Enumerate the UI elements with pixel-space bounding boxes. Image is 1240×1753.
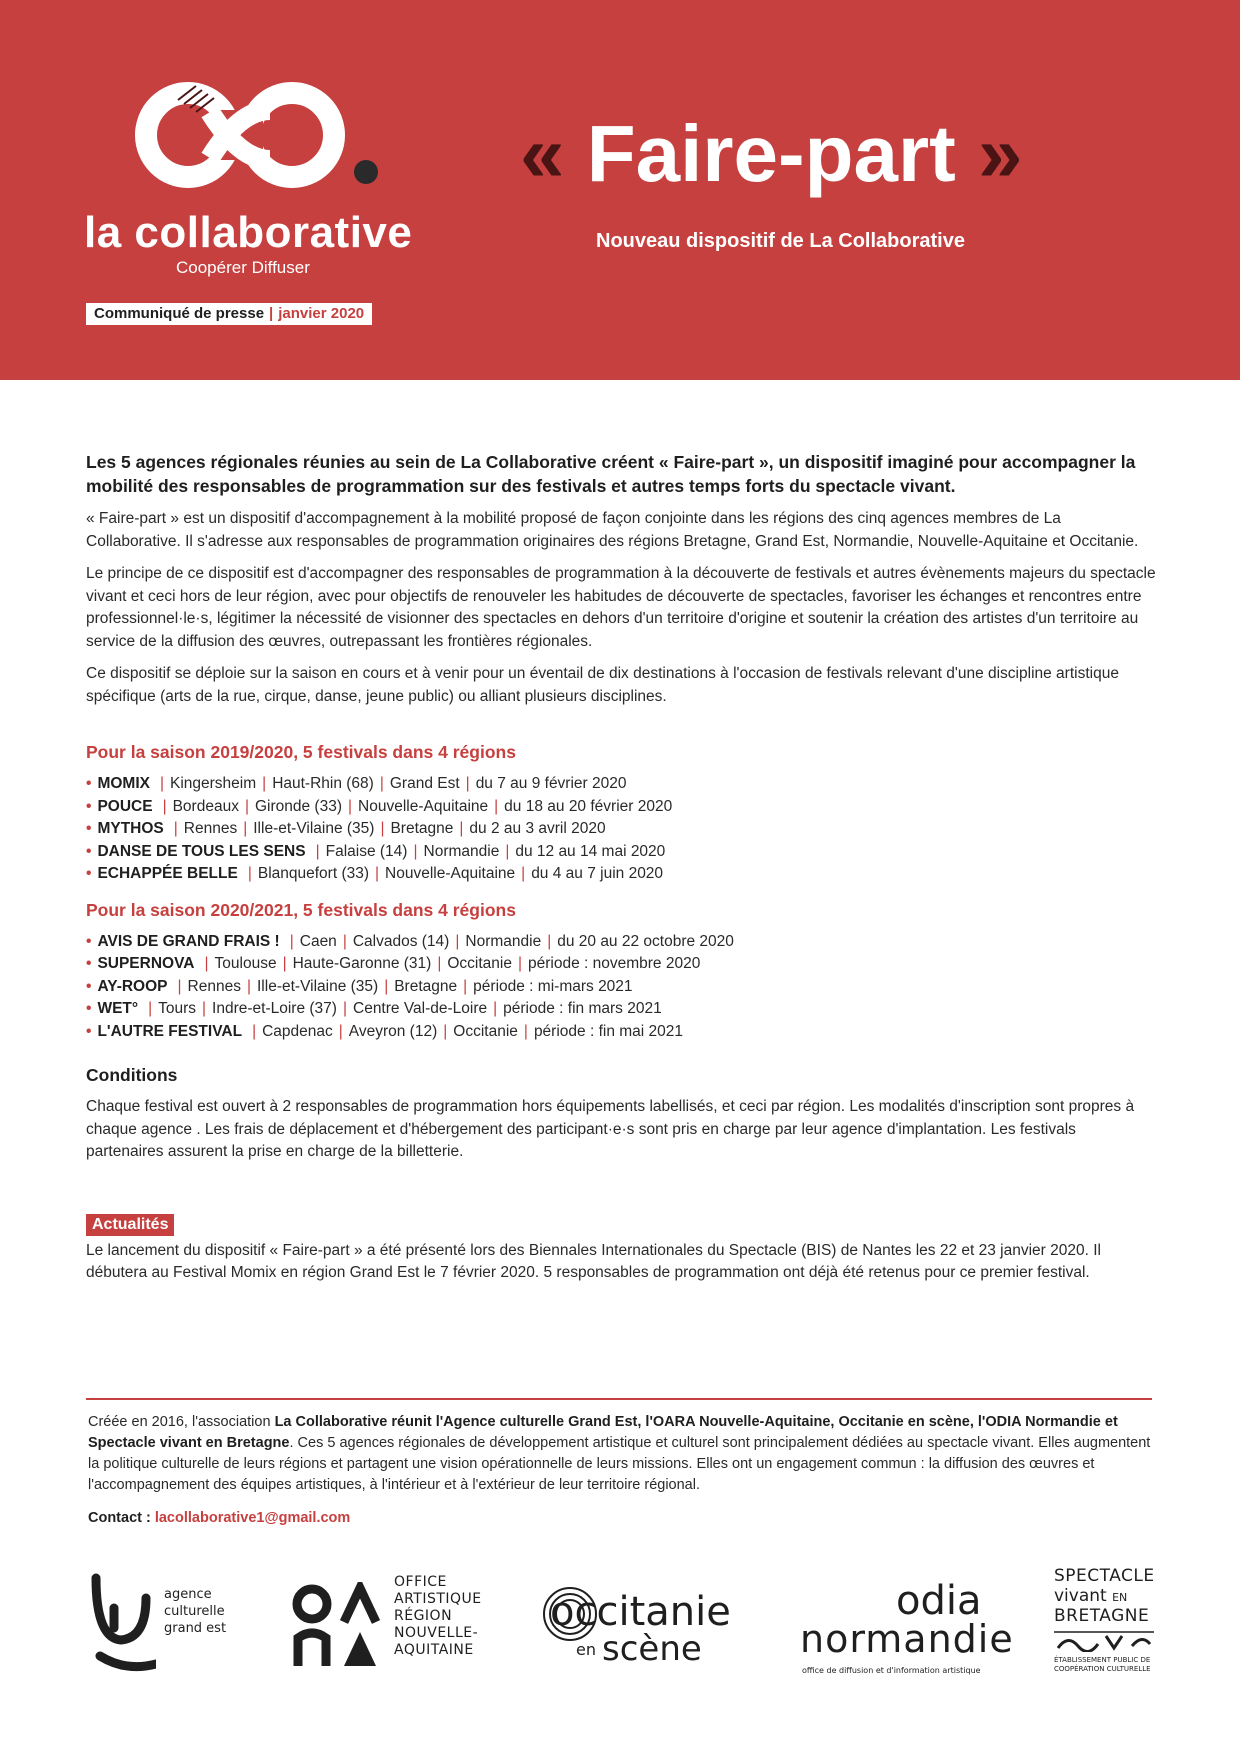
separator: |	[244, 797, 249, 815]
separator: |	[162, 797, 167, 815]
page-subtitle: Nouveau dispositif de La Collaborative	[596, 230, 965, 252]
odia-caption: office de diffusion et d'information artistique	[802, 1666, 981, 1675]
festival-name: AY-ROOP	[97, 977, 168, 995]
separator: |	[289, 932, 294, 950]
festival-detail: Rennes	[183, 820, 238, 837]
svb-wave-icon	[1054, 1630, 1154, 1652]
separator: |	[505, 842, 510, 860]
bullet-icon: •	[86, 797, 92, 815]
festival-detail: Bretagne	[390, 820, 454, 837]
headline-text: Faire-part	[586, 109, 956, 198]
festival-detail: Haut-Rhin (68)	[272, 775, 374, 792]
footer-text	[88, 1412, 1158, 1496]
separator: |	[494, 797, 499, 815]
festival-detail: Kingersheim	[170, 775, 257, 792]
agence-culturelle-grand-est-logo	[86, 1560, 246, 1690]
odia-normandie-logo	[800, 1560, 1014, 1690]
svb-line	[1054, 1586, 1127, 1608]
page-title	[520, 108, 1022, 200]
festival-detail: Rennes	[187, 977, 241, 995]
brand-tagline: Coopérer Diffuser	[176, 258, 310, 277]
agence-line: agence	[164, 1587, 212, 1602]
press-label: Communiqué de presse	[94, 305, 265, 322]
festival-item	[86, 796, 1156, 819]
headline-open-quote: «	[520, 109, 565, 198]
festival-detail: Occitanie	[453, 1022, 518, 1040]
bullet-icon: •	[86, 1022, 92, 1040]
festival-detail: période : novembre 2020	[528, 955, 701, 972]
separator: |	[463, 977, 468, 995]
festival-detail: Ille-et-Vilaine (35)	[253, 820, 375, 837]
conditions-title: Conditions	[86, 1065, 178, 1085]
bullet-icon: •	[86, 955, 92, 972]
separator: |	[413, 842, 418, 860]
contact-line	[88, 1508, 1158, 1529]
separator: |	[342, 1000, 347, 1017]
festival-item	[86, 953, 1156, 976]
headline-close-quote: »	[977, 109, 1023, 198]
news-tag: Actualités	[86, 1214, 174, 1236]
separator: |	[247, 865, 252, 882]
press-date: janvier 2020	[278, 305, 365, 322]
season-2-festival-list	[86, 931, 1156, 1044]
separator: |	[547, 932, 552, 950]
season-1-title: Pour la saison 2019/2020, 5 festivals dans 4 régions	[86, 742, 516, 762]
odia-word: odia	[896, 1578, 982, 1624]
contact-email-link[interactable]: lacollaborative1@gmail.com	[154, 1510, 351, 1526]
festival-name: AVIS DE GRAND FRAIS !	[97, 932, 280, 950]
separator: |	[443, 1022, 448, 1040]
bullet-icon: •	[86, 820, 92, 837]
svb-caption: ÉTABLISSEMENT PUBLIC DE	[1054, 1656, 1151, 1664]
separator: |	[493, 1000, 498, 1017]
festival-item	[86, 841, 1156, 864]
festival-detail: Bordeaux	[172, 797, 239, 815]
festival-detail: du 4 au 7 juin 2020	[531, 865, 664, 882]
separator: |	[246, 977, 251, 995]
festival-detail: Aveyron (12)	[348, 1022, 438, 1040]
festival-detail: du 12 au 14 mai 2020	[515, 842, 666, 860]
festival-detail: du 2 au 3 avril 2020	[469, 820, 606, 837]
separator: |	[521, 865, 526, 882]
festival-item	[86, 931, 1156, 954]
separator: |	[348, 797, 353, 815]
season-2-title: Pour la saison 2020/2021, 5 festivals dans 4 régions	[86, 899, 516, 920]
body-paragraph: Le principe de ce dispositif est d'accompagner des responsables de programmation à la découverte de festivals et autres évènements majeurs du spectacle vivant et ceci hors de leur région, avec pour objectifs de renouveler les habitudes de découverte de spectacles, favoriser les échanges et rencontres entre professionnel·le·s, légitimer la nécessité de visionner des spectacles en dehors d'un territoire d'origine et soutenir la création des artistes d'un territoire au service de la diffusion des œuvres, outrepassant les frontières régionales.	[86, 565, 1156, 650]
festival-detail: du 18 au 20 février 2020	[504, 797, 673, 815]
header-band	[0, 0, 1240, 380]
separator: |	[523, 1022, 528, 1040]
svb-caption: COOPÉRATION CULTURELLE	[1054, 1665, 1151, 1673]
body-paragraph: Ce dispositif se déploie sur la saison en cours et à venir pour un éventail de dix destinations à l'occasion de festivals relevant d'une discipline artistique spécifique (arts de la rue, cirque, danse, jeune public) ou alliant plusieurs disciplines.	[86, 665, 1119, 705]
partner-logos	[0, 1560, 1240, 1690]
festival-detail: Ille-et-Vilaine (35)	[257, 977, 379, 995]
separator: |	[202, 1000, 207, 1017]
footer-intro: Créée en 2016, l'association	[88, 1414, 275, 1430]
conditions-text: Chaque festival est ouvert à 2 responsables de programmation hors équipements labellisés, et ceci par région. Les modalités d'inscription sont propres à chaque agence . Les frais de déplacement et d'hébergement des participant·e·s sont pris en charge par leur agence d'implantation. Les festivals partenaires assurent la prise en charge de la billetterie.	[86, 1098, 1135, 1160]
svb-line: SPECTACLE	[1054, 1566, 1155, 1586]
festival-detail: période : fin mars 2021	[503, 1000, 662, 1017]
festival-item	[86, 818, 1156, 841]
festival-detail: Occitanie	[447, 955, 512, 972]
festival-detail: Nouvelle-Aquitaine	[385, 865, 516, 882]
main-content	[86, 450, 1156, 1295]
press-release-tag	[86, 303, 372, 325]
festival-detail: Falaise (14)	[325, 842, 408, 860]
festival-detail: Capdenac	[262, 1022, 333, 1040]
festival-detail: du 20 au 22 octobre 2020	[557, 932, 734, 950]
festival-name: ECHAPPÉE BELLE	[97, 865, 238, 882]
festival-detail: Blanquefort (33)	[257, 865, 370, 882]
festival-detail: Calvados (14)	[352, 932, 450, 950]
festival-detail: Normandie	[465, 932, 542, 950]
oara-line: AQUITAINE	[394, 1642, 474, 1658]
separator: |	[465, 775, 470, 792]
svb-en: EN	[1112, 1591, 1128, 1604]
collaborative-logo-icon	[130, 80, 390, 190]
festival-item	[86, 773, 1156, 796]
separator: |	[262, 775, 267, 792]
separator: |	[173, 820, 178, 837]
separator: |	[375, 865, 380, 882]
festival-name: MOMIX	[97, 775, 150, 792]
separator: |	[517, 955, 522, 972]
spectacle-vivant-bretagne-logo	[1054, 1560, 1174, 1690]
separator: |	[384, 977, 389, 995]
festival-detail: Indre-et-Loire (37)	[212, 1000, 337, 1017]
separator: |	[380, 820, 385, 837]
oara-line: NOUVELLE-	[394, 1625, 479, 1641]
festival-name: MYTHOS	[97, 820, 164, 837]
separator: |	[282, 955, 287, 972]
separator: |	[455, 932, 460, 950]
separator: |	[204, 955, 209, 972]
separator: |	[315, 842, 320, 860]
agence-culturelle-mark-icon	[86, 1568, 156, 1678]
festival-detail: Haute-Garonne (31)	[292, 955, 432, 972]
festival-name: L'AUTRE FESTIVAL	[97, 1022, 243, 1040]
festival-detail: période : mi-mars 2021	[473, 977, 633, 995]
separator: |	[159, 775, 164, 792]
festival-detail: Tours	[158, 1000, 197, 1017]
footer-members: La Collaborative réunit l'Agence culturelle Grand Est, l'OARA Nouvelle-Aquitaine, Occitanie en scène, l'ODIA Normandie et Spectacle vivant en Bretagne	[88, 1414, 1118, 1451]
separator: |	[459, 820, 464, 837]
press-separator: |	[269, 305, 274, 322]
occitanie-prefix: o	[550, 1589, 575, 1635]
oara-line: OFFICE	[394, 1574, 447, 1590]
bullet-icon: •	[86, 842, 92, 860]
festival-detail: Toulouse	[214, 955, 277, 972]
separator: |	[342, 932, 347, 950]
separator: |	[148, 1000, 153, 1017]
occitanie-en-scene-logo	[540, 1560, 750, 1690]
bullet-icon: •	[86, 932, 92, 950]
agence-line: culturelle	[164, 1604, 225, 1619]
festival-item	[86, 976, 1156, 999]
occitanie-scene: scène	[602, 1629, 702, 1669]
festival-item	[86, 863, 1156, 886]
separator: |	[379, 775, 384, 792]
season-1-festival-list	[86, 773, 1156, 886]
lead-paragraph: Les 5 agences régionales réunies au sein de La Collaborative créent « Faire-part », un dispositif imaginé pour accompagner la mobilité des responsables de programmation sur des festivals et autres temps forts du spectacle vivant.	[86, 452, 1136, 496]
festival-name: WET°	[97, 1000, 139, 1017]
bullet-icon: •	[86, 865, 92, 882]
occitanie-en: en	[576, 1640, 596, 1659]
brand-name: la collaborative	[84, 208, 413, 257]
festival-item	[86, 1021, 1156, 1044]
footer	[88, 1412, 1158, 1529]
occitanie-main: ccitanie	[574, 1589, 731, 1635]
oara-mark-icon	[292, 1582, 382, 1672]
festival-name: SUPERNOVA	[97, 955, 195, 972]
svb-line: BRETAGNE	[1054, 1606, 1150, 1626]
body-paragraph: « Faire-part » est un dispositif d'accompagnement à la mobilité proposé de façon conjointe dans les régions des cinq agences membres de La Collaborative. Il s'adresse aux responsables de programmation originaires des régions Bretagne, Grand Est, Normandie, Nouvelle-Aquitaine et Occitanie.	[86, 510, 1139, 550]
separator: |	[177, 977, 182, 995]
separator: |	[252, 1022, 257, 1040]
festival-detail: Caen	[299, 932, 337, 950]
bullet-icon: •	[86, 775, 92, 792]
contact-label: Contact :	[88, 1510, 151, 1526]
separator: |	[437, 955, 442, 972]
festival-detail: Nouvelle-Aquitaine	[358, 797, 489, 815]
festival-detail: Centre Val-de-Loire	[353, 1000, 488, 1017]
festival-name: DANSE DE TOUS LES SENS	[97, 842, 306, 860]
oara-logo	[292, 1560, 492, 1690]
festival-name: POUCE	[97, 797, 153, 815]
festival-detail: Bretagne	[394, 977, 458, 995]
normandie-word: normandie	[800, 1617, 1014, 1661]
bullet-icon: •	[86, 977, 92, 995]
svb-vivant: vivant	[1054, 1586, 1107, 1606]
oara-line: RÉGION	[394, 1608, 453, 1624]
footer-divider	[86, 1398, 1152, 1400]
festival-detail: du 7 au 9 février 2020	[475, 775, 627, 792]
festival-detail: Gironde (33)	[254, 797, 342, 815]
festival-item	[86, 998, 1156, 1021]
agence-line: grand est	[164, 1621, 227, 1636]
festival-detail: période : fin mai 2021	[533, 1022, 684, 1040]
separator: |	[243, 820, 248, 837]
footer-description: . Ces 5 agences régionales de développement artistique et culturel sont principalement dédiées au spectacle vivant. Elles augmentent la politique culturelle de leurs régions et partagent une vision opérationnelle de leurs missions. Elles ont un engagement commun : la diffusion des œuvres et l'accompagnement des équipes artistiques, à l'intérieur et à l'extérieur de leur territoire régional.	[88, 1435, 1151, 1493]
festival-detail: Grand Est	[389, 775, 460, 792]
festival-detail: Normandie	[423, 842, 500, 860]
oara-line: ARTISTIQUE	[394, 1591, 482, 1607]
news-text: Le lancement du dispositif « Faire-part » a été présenté lors des Biennales Internationales du Spectacle (BIS) de Nantes les 22 et 23 janvier 2020. Il débutera au Festival Momix en région Grand Est le 7 février 2020. 5 responsables de programmation ont déjà été retenus pour ce premier festival.	[86, 1241, 1101, 1281]
separator: |	[338, 1022, 343, 1040]
bullet-icon: •	[86, 1000, 92, 1017]
